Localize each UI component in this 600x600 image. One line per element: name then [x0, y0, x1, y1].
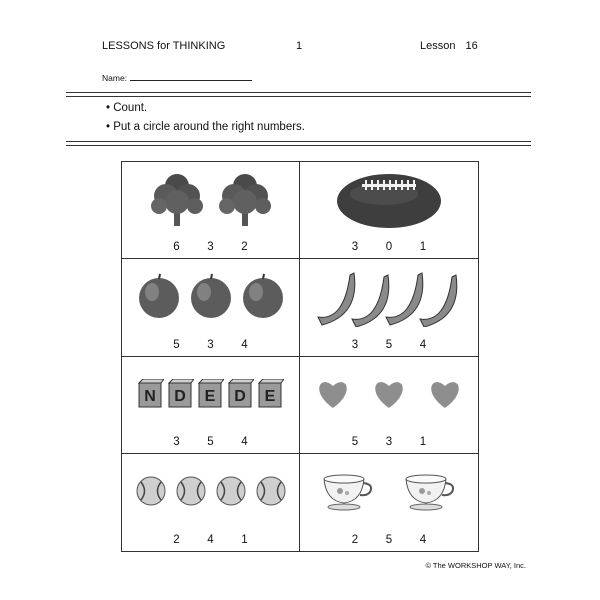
baseball-icon — [175, 475, 207, 507]
answer-choice[interactable]: 3 — [385, 435, 393, 448]
exercise-grid — [121, 161, 479, 552]
block-letter: N — [143, 387, 156, 405]
heart-icon — [316, 378, 350, 410]
answer-choice[interactable]: 5 — [385, 338, 393, 351]
name-label: Name: — [102, 73, 128, 83]
block-letter: D — [233, 387, 246, 405]
answer-choices — [300, 436, 478, 448]
apples-picture — [122, 265, 299, 327]
exercise-cell-bananas — [300, 259, 478, 356]
answer-choice[interactable]: 4 — [419, 534, 427, 546]
answer-choices — [300, 534, 478, 546]
exercise-cell-trees — [122, 162, 300, 259]
baseball-icon — [215, 475, 247, 507]
apple-icon — [240, 273, 286, 319]
exercise-cell-blocks — [122, 357, 300, 454]
alphabet-block-icon — [138, 379, 164, 409]
answer-choice[interactable]: 2 — [173, 534, 180, 546]
name-field-row — [102, 72, 252, 83]
exercise-cell-hearts — [300, 357, 478, 454]
answer-choices — [300, 339, 478, 351]
exercise-cell-baseballs — [122, 454, 300, 551]
answer-choice[interactable]: 5 — [385, 534, 393, 546]
answer-choice[interactable]: 2 — [351, 534, 359, 546]
copyright-notice: © The WORKSHOP WAY, Inc. — [425, 561, 526, 570]
instruction-count: • Count. — [106, 102, 148, 114]
answer-choice[interactable]: 0 — [385, 241, 393, 254]
lesson-label-text: Lesson — [420, 40, 456, 52]
apple-icon — [136, 273, 182, 319]
lesson-number: 16 — [465, 40, 478, 52]
lesson-label — [420, 40, 478, 52]
baseball-icon — [135, 475, 167, 507]
answer-choice[interactable]: 4 — [207, 534, 214, 546]
football-icon — [334, 168, 444, 230]
answer-choice[interactable]: 4 — [419, 338, 427, 351]
blocks-picture — [122, 363, 299, 425]
tree-icon — [146, 168, 208, 230]
alphabet-block-icon — [168, 379, 194, 409]
divider-bottom — [66, 141, 531, 146]
answer-choice[interactable]: 1 — [241, 534, 248, 546]
exercise-cell-teacups — [300, 454, 478, 551]
tree-icon — [214, 168, 276, 230]
block-letter: D — [173, 387, 186, 405]
football-picture — [300, 168, 478, 230]
teacups-picture — [300, 460, 478, 522]
exercise-cell-football — [300, 162, 478, 259]
bananas-icon — [314, 265, 464, 327]
page-number: 1 — [296, 40, 303, 52]
answer-choices — [122, 534, 299, 546]
block-letter: E — [264, 387, 275, 405]
baseball-icon — [255, 475, 287, 507]
answer-choice[interactable]: 1 — [419, 241, 427, 254]
alphabet-block-icon — [228, 379, 254, 409]
hearts-picture — [300, 363, 478, 425]
answer-choice[interactable]: 3 — [351, 338, 359, 351]
apple-icon — [188, 273, 234, 319]
answer-choice[interactable]: 3 — [207, 241, 214, 254]
answer-choice[interactable]: 5 — [173, 338, 180, 351]
alphabet-block-icon — [258, 379, 284, 409]
answer-choice[interactable]: 3 — [207, 338, 214, 351]
teacup-icon — [320, 471, 376, 511]
answer-choice[interactable]: 1 — [419, 435, 427, 448]
teacup-icon — [402, 471, 458, 511]
answer-choices — [122, 339, 299, 351]
answer-choice[interactable]: 3 — [351, 241, 359, 254]
worksheet-page — [66, 0, 536, 600]
answer-choice[interactable]: 4 — [241, 435, 248, 448]
heart-icon — [428, 378, 462, 410]
answer-choices — [300, 241, 478, 253]
baseballs-picture — [122, 460, 299, 522]
answer-choice[interactable]: 5 — [351, 435, 359, 448]
worksheet-title: LESSONS for THINKING — [102, 40, 226, 52]
answer-choice[interactable]: 3 — [173, 435, 180, 448]
divider-top — [66, 92, 531, 97]
instruction-circle: • Put a circle around the right numbers. — [106, 121, 305, 133]
heart-icon — [372, 378, 406, 410]
answer-choices — [122, 241, 299, 253]
answer-choices — [122, 436, 299, 448]
answer-choice[interactable]: 5 — [207, 435, 214, 448]
trees-picture — [122, 168, 299, 230]
exercise-cell-apples — [122, 259, 300, 356]
name-field[interactable] — [130, 72, 252, 81]
bananas-picture — [300, 265, 478, 327]
answer-choice[interactable]: 6 — [173, 241, 180, 254]
alphabet-block-icon — [198, 379, 224, 409]
answer-choice[interactable]: 4 — [241, 338, 248, 351]
block-letter: E — [204, 387, 215, 405]
answer-choice[interactable]: 2 — [241, 241, 248, 254]
